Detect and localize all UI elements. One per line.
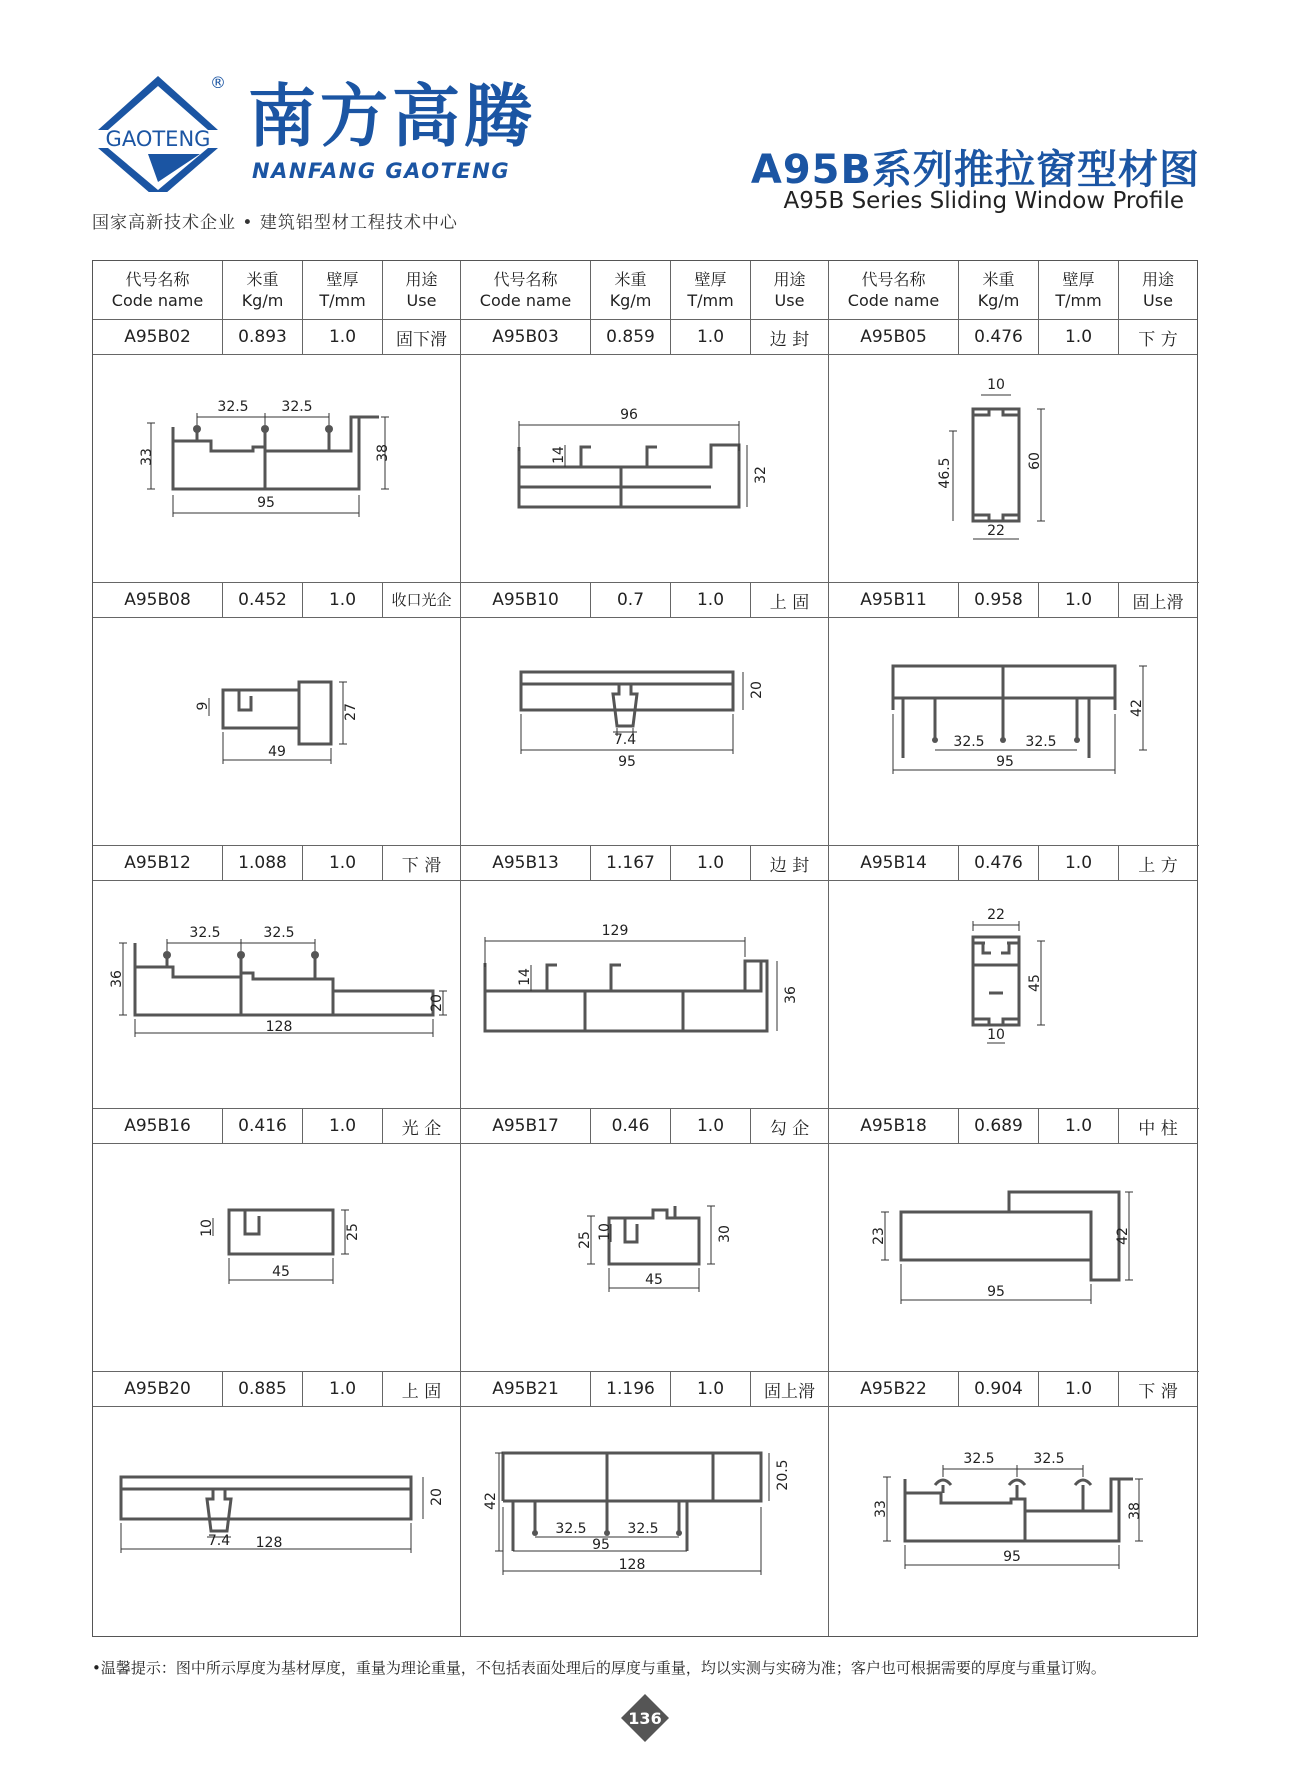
profile-code: A95B02 <box>93 320 223 355</box>
svg-text:42: 42 <box>483 1492 499 1510</box>
svg-text:33: 33 <box>873 1500 889 1518</box>
footnote: •温馨提示：图中所示厚度为基材厚度，重量为理论重量，不包括表面处理后的厚度与重量，均以实测与实磅为准；客户也可根据需要的厚度与重量订购。 <box>92 1659 1106 1677</box>
profile-code: A95B11 <box>829 583 959 618</box>
profile-use: 中 柱 <box>1119 1109 1197 1144</box>
profile-table <box>92 260 1198 1637</box>
svg-text:10: 10 <box>987 1027 1005 1043</box>
svg-text:32.5: 32.5 <box>627 1521 659 1537</box>
profile-thickness: 1.0 <box>671 1109 751 1144</box>
header-use: 用途 Use <box>383 261 461 320</box>
profile-weight: 0.904 <box>959 1372 1039 1407</box>
profile-thickness: 1.0 <box>1039 846 1119 881</box>
profile-thickness: 1.0 <box>1039 583 1119 618</box>
drawing-A95B08 <box>93 618 461 846</box>
profile-weight: 0.859 <box>591 320 671 355</box>
profile-weight: 1.167 <box>591 846 671 881</box>
svg-text:32.5: 32.5 <box>555 1521 587 1537</box>
header-weight: 米重 Kg/m <box>591 261 671 320</box>
drawing-A95B05 <box>829 355 1199 583</box>
svg-text:23: 23 <box>871 1227 887 1245</box>
profile-thickness: 1.0 <box>671 1372 751 1407</box>
header-code-name: 代号名称 Code name <box>93 261 223 320</box>
svg-text:95: 95 <box>996 754 1014 770</box>
header-thickness: 壁厚 T/mm <box>1039 261 1119 320</box>
profile-use: 上 固 <box>383 1372 461 1407</box>
svg-text:128: 128 <box>255 1535 283 1551</box>
page-number: 136 <box>628 1708 662 1728</box>
svg-text:32.5: 32.5 <box>953 734 985 750</box>
profile-code: A95B22 <box>829 1372 959 1407</box>
svg-text:33: 33 <box>139 448 155 466</box>
page-title-cn: A95B系列推拉窗型材图 <box>750 147 1200 193</box>
drawing-A95B21 <box>461 1407 829 1636</box>
svg-text:32.5: 32.5 <box>217 399 249 415</box>
drawing-A95B14 <box>829 881 1199 1109</box>
profile-weight: 0.958 <box>959 583 1039 618</box>
profile-weight: 1.088 <box>223 846 303 881</box>
svg-text:38: 38 <box>375 444 391 462</box>
svg-text:20: 20 <box>429 1488 445 1506</box>
profile-code: A95B18 <box>829 1109 959 1144</box>
profile-weight: 0.7 <box>591 583 671 618</box>
profile-thickness: 1.0 <box>671 583 751 618</box>
svg-text:32.5: 32.5 <box>263 925 295 941</box>
svg-text:25: 25 <box>345 1223 361 1241</box>
svg-text:32.5: 32.5 <box>963 1451 995 1467</box>
profile-code: A95B13 <box>461 846 591 881</box>
header-use: 用途 Use <box>1119 261 1197 320</box>
brand-name-cn: 南方高腾 <box>248 78 537 157</box>
profile-use: 边 封 <box>751 320 829 355</box>
header-code-name: 代号名称 Code name <box>461 261 591 320</box>
drawing-A95B02 <box>93 355 461 583</box>
svg-text:32: 32 <box>753 466 769 484</box>
svg-text:49: 49 <box>268 744 286 760</box>
svg-text:60: 60 <box>1027 452 1043 470</box>
profile-use: 下 滑 <box>1119 1372 1197 1407</box>
svg-text:14: 14 <box>551 446 567 464</box>
profile-thickness: 1.0 <box>303 320 383 355</box>
logo-text: GAOTENG <box>105 127 211 151</box>
svg-text:10: 10 <box>199 1219 215 1237</box>
svg-text:129: 129 <box>601 923 629 939</box>
svg-text:27: 27 <box>343 703 359 721</box>
profile-thickness: 1.0 <box>1039 320 1119 355</box>
company-logo <box>88 72 238 196</box>
svg-text:95: 95 <box>987 1284 1005 1300</box>
company-tagline: 国家高新技术企业 • 建筑铝型材工程技术中心 <box>92 213 458 233</box>
profile-thickness: 1.0 <box>1039 1372 1119 1407</box>
drawing-A95B22 <box>829 1407 1199 1636</box>
profile-use: 勾 企 <box>751 1109 829 1144</box>
profile-weight: 1.196 <box>591 1372 671 1407</box>
profile-weight: 0.885 <box>223 1372 303 1407</box>
svg-text:95: 95 <box>592 1537 610 1553</box>
profile-code: A95B16 <box>93 1109 223 1144</box>
header-thickness: 壁厚 T/mm <box>671 261 751 320</box>
profile-use: 下 方 <box>1119 320 1197 355</box>
profile-thickness: 1.0 <box>303 583 383 618</box>
svg-text:25: 25 <box>577 1231 593 1249</box>
svg-text:36: 36 <box>783 986 799 1004</box>
profile-code: A95B14 <box>829 846 959 881</box>
svg-text:30: 30 <box>717 1225 733 1243</box>
profile-code: A95B21 <box>461 1372 591 1407</box>
svg-text:45: 45 <box>1027 974 1043 992</box>
header-use: 用途 Use <box>751 261 829 320</box>
profile-use: 收口光企 <box>383 583 461 618</box>
drawing-A95B10 <box>461 618 829 846</box>
svg-text:38: 38 <box>1127 1502 1143 1520</box>
profile-thickness: 1.0 <box>671 320 751 355</box>
svg-text:20: 20 <box>429 994 445 1012</box>
drawing-A95B12 <box>93 881 461 1109</box>
header-weight: 米重 Kg/m <box>223 261 303 320</box>
profile-use: 光 企 <box>383 1109 461 1144</box>
profile-weight: 0.893 <box>223 320 303 355</box>
profile-code: A95B12 <box>93 846 223 881</box>
profile-thickness: 1.0 <box>303 1109 383 1144</box>
profile-weight: 0.452 <box>223 583 303 618</box>
profile-weight: 0.46 <box>591 1109 671 1144</box>
svg-text:95: 95 <box>1003 1549 1021 1565</box>
svg-text:22: 22 <box>987 907 1005 923</box>
profile-code: A95B20 <box>93 1372 223 1407</box>
profile-use: 上 固 <box>751 583 829 618</box>
profile-weight: 0.416 <box>223 1109 303 1144</box>
svg-text:45: 45 <box>272 1264 290 1280</box>
drawing-A95B16 <box>93 1144 461 1372</box>
drawing-A95B11 <box>829 618 1199 846</box>
drawing-A95B18 <box>829 1144 1199 1372</box>
svg-text:9: 9 <box>195 701 211 711</box>
page-title-en: A95B Series Sliding Window Profile <box>783 188 1184 214</box>
svg-text:95: 95 <box>257 495 275 511</box>
profile-weight: 0.476 <box>959 846 1039 881</box>
svg-text:32.5: 32.5 <box>189 925 221 941</box>
svg-text:20: 20 <box>749 681 765 699</box>
svg-text:7.4: 7.4 <box>207 1533 231 1549</box>
svg-text:32.5: 32.5 <box>1025 734 1057 750</box>
svg-text:128: 128 <box>265 1019 293 1035</box>
profile-weight: 0.689 <box>959 1109 1039 1144</box>
profile-thickness: 1.0 <box>671 846 751 881</box>
brand-name-en: NANFANG GAOTENG <box>252 159 511 183</box>
svg-text:128: 128 <box>618 1557 646 1573</box>
profile-use: 下 滑 <box>383 846 461 881</box>
svg-text:95: 95 <box>618 754 636 770</box>
svg-text:®: ® <box>210 73 226 92</box>
profile-code: A95B08 <box>93 583 223 618</box>
profile-use: 边 封 <box>751 846 829 881</box>
profile-code: A95B03 <box>461 320 591 355</box>
profile-weight: 0.476 <box>959 320 1039 355</box>
drawing-A95B17 <box>461 1144 829 1372</box>
drawing-A95B20 <box>93 1407 461 1636</box>
svg-text:7.4: 7.4 <box>613 732 637 748</box>
svg-text:32.5: 32.5 <box>281 399 313 415</box>
svg-text:10: 10 <box>987 377 1005 393</box>
profile-thickness: 1.0 <box>303 846 383 881</box>
profile-use: 固上滑 <box>751 1372 829 1407</box>
drawing-A95B03 <box>461 355 829 583</box>
svg-text:14: 14 <box>517 968 533 986</box>
profile-code: A95B05 <box>829 320 959 355</box>
svg-text:20.5: 20.5 <box>775 1459 791 1491</box>
svg-text:32.5: 32.5 <box>1033 1451 1065 1467</box>
profile-thickness: 1.0 <box>303 1372 383 1407</box>
svg-text:45: 45 <box>645 1272 663 1288</box>
svg-text:42: 42 <box>1115 1227 1131 1245</box>
profile-code: A95B17 <box>461 1109 591 1144</box>
svg-text:36: 36 <box>109 970 125 988</box>
profile-use: 上 方 <box>1119 846 1197 881</box>
svg-text:96: 96 <box>620 407 638 423</box>
profile-code: A95B10 <box>461 583 591 618</box>
page-number-badge <box>620 1693 670 1743</box>
svg-text:10: 10 <box>597 1223 613 1241</box>
drawing-A95B13 <box>461 881 829 1109</box>
profile-use: 固上滑 <box>1119 583 1197 618</box>
header-weight: 米重 Kg/m <box>959 261 1039 320</box>
svg-text:42: 42 <box>1129 699 1145 717</box>
header-thickness: 壁厚 T/mm <box>303 261 383 320</box>
profile-thickness: 1.0 <box>1039 1109 1119 1144</box>
svg-text:22: 22 <box>987 523 1005 539</box>
header-code-name: 代号名称 Code name <box>829 261 959 320</box>
profile-use: 固下滑 <box>383 320 461 355</box>
svg-text:46.5: 46.5 <box>937 457 953 489</box>
